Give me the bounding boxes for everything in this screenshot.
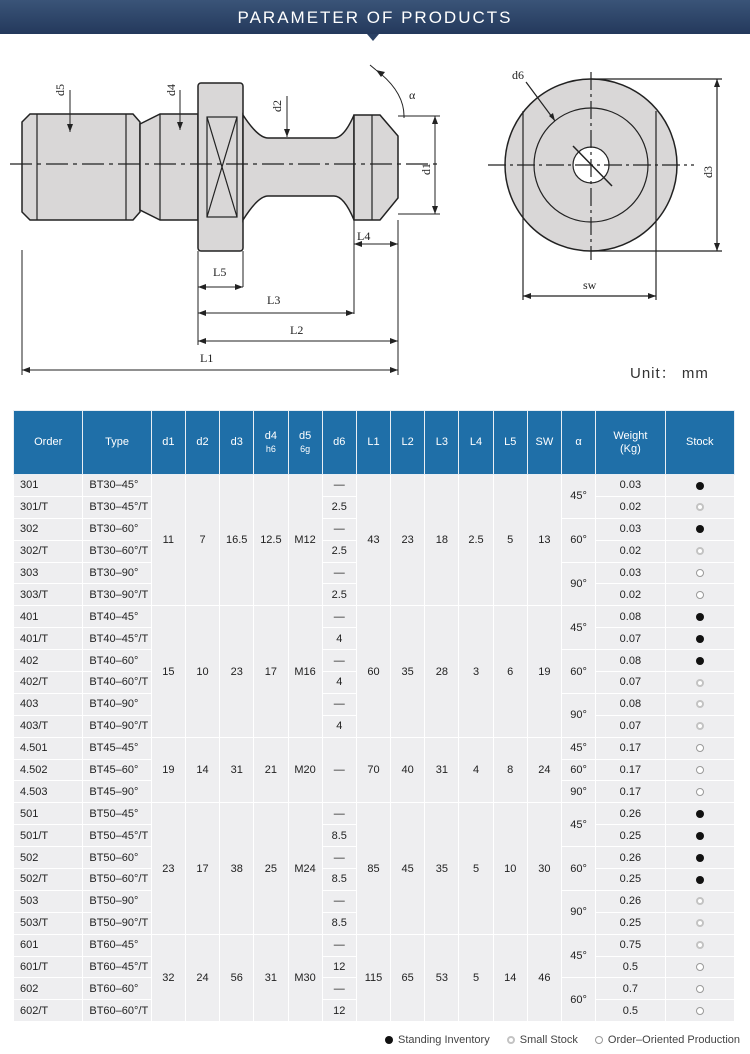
- cell-stock: [665, 759, 734, 781]
- cell-type: BT50–60°/T: [83, 869, 151, 891]
- label-alpha: α: [409, 88, 416, 102]
- cell-SW: 30: [527, 803, 561, 934]
- label-d2: d2: [270, 100, 284, 112]
- cell-type: BT30–90°/T: [83, 584, 151, 606]
- cell-order: 403/T: [14, 715, 83, 737]
- cell-weight: 0.5: [596, 1000, 665, 1022]
- legend-order: [595, 1034, 740, 1046]
- cell-d4: 25: [254, 803, 288, 934]
- cell-L2: 23: [391, 475, 425, 606]
- cell-type: BT30–60°: [83, 518, 151, 540]
- header-d5-tolerance: 6g: [300, 443, 311, 454]
- cell-weight: 0.5: [596, 956, 665, 978]
- label-sw: sw: [583, 278, 597, 292]
- cell-order: 602/T: [14, 1000, 83, 1022]
- cell-L4: 4: [459, 737, 493, 803]
- cell-alpha: 90°: [562, 890, 596, 934]
- cell-d4: 31: [254, 934, 288, 1022]
- header-d6: d6: [322, 411, 356, 475]
- cell-order: 403: [14, 693, 83, 715]
- header-d2: d2: [185, 411, 219, 475]
- legend-order-label: Order–Oriented Production: [607, 1034, 740, 1046]
- cell-d6: —: [322, 847, 356, 869]
- cell-d6: —: [322, 890, 356, 912]
- cell-order: 602: [14, 978, 83, 1000]
- cell-L2: 45: [391, 803, 425, 934]
- cell-L3: 31: [425, 737, 459, 803]
- small-dot-icon: [696, 897, 704, 905]
- cell-d2: 17: [185, 803, 219, 934]
- cell-weight: 0.03: [596, 475, 665, 497]
- label-d5: d5: [53, 84, 67, 96]
- header-stock: Stock: [665, 411, 734, 475]
- cell-order: 501: [14, 803, 83, 825]
- standing-dot-icon: [696, 482, 704, 490]
- header-L1: L1: [356, 411, 390, 475]
- cell-d6: 4: [322, 672, 356, 694]
- cell-type: BT30–90°: [83, 562, 151, 584]
- cell-d1: 32: [151, 934, 185, 1022]
- unit-label: Unit： mm: [630, 365, 709, 382]
- header-L2: L2: [391, 411, 425, 475]
- standing-dot-icon: [696, 635, 704, 643]
- cell-L5: 6: [493, 606, 527, 737]
- small-dot-icon: [696, 700, 704, 708]
- label-L4: L4: [357, 229, 371, 243]
- cell-d6: —: [322, 606, 356, 628]
- cell-L1: 70: [356, 737, 390, 803]
- small-dot-icon: [696, 941, 704, 949]
- cell-d6: 2.5: [322, 496, 356, 518]
- cell-d6: —: [322, 803, 356, 825]
- neck: [140, 114, 198, 220]
- legend: [0, 1034, 740, 1046]
- header-SW: SW: [527, 411, 561, 475]
- standing-dot-icon: [696, 832, 704, 840]
- cell-d1: 19: [151, 737, 185, 803]
- technical-drawing: [0, 40, 750, 390]
- small-dot-icon: [696, 919, 704, 927]
- header-d5-label: d5: [298, 429, 312, 442]
- cell-d6: 2.5: [322, 584, 356, 606]
- label-L3: L3: [267, 293, 281, 307]
- threaded-end: [22, 114, 140, 220]
- cell-SW: 24: [527, 737, 561, 803]
- cell-weight: 0.26: [596, 847, 665, 869]
- cell-stock: [665, 934, 734, 956]
- header-d4: [254, 411, 288, 475]
- cell-L4: 3: [459, 606, 493, 737]
- order-dot-icon: [696, 963, 704, 971]
- cell-d2: 7: [185, 475, 219, 606]
- cell-stock: [665, 475, 734, 497]
- cell-alpha: 45°: [562, 737, 596, 759]
- cell-d4: 17: [254, 606, 288, 737]
- cell-type: BT45–45°: [83, 737, 151, 759]
- cell-d6: 12: [322, 1000, 356, 1022]
- cell-L5: 10: [493, 803, 527, 934]
- header-weight: [596, 411, 665, 475]
- cell-d2: 14: [185, 737, 219, 803]
- cell-type: BT40–45°/T: [83, 628, 151, 650]
- cell-weight: 0.17: [596, 759, 665, 781]
- cell-stock: [665, 956, 734, 978]
- header-d3: d3: [220, 411, 254, 475]
- banner: [0, 0, 750, 34]
- cell-weight: 0.25: [596, 869, 665, 891]
- cell-order: 501/T: [14, 825, 83, 847]
- small-dot-icon: [696, 547, 704, 555]
- cell-weight: 0.08: [596, 650, 665, 672]
- order-dot-icon: [696, 766, 704, 774]
- cell-d6: —: [322, 518, 356, 540]
- cell-d3: 31: [220, 737, 254, 803]
- order-dot-icon: [696, 788, 704, 796]
- cell-weight: 0.02: [596, 496, 665, 518]
- cell-weight: 0.02: [596, 540, 665, 562]
- cell-stock: [665, 978, 734, 1000]
- cell-order: 303: [14, 562, 83, 584]
- header-L3: L3: [425, 411, 459, 475]
- cell-stock: [665, 562, 734, 584]
- cell-stock: [665, 693, 734, 715]
- cell-type: BT40–90°/T: [83, 715, 151, 737]
- cell-alpha: 60°: [562, 978, 596, 1022]
- cell-d2: 24: [185, 934, 219, 1022]
- table-row: [14, 803, 735, 825]
- cell-weight: 0.02: [596, 584, 665, 606]
- cell-alpha: 45°: [562, 606, 596, 650]
- cell-order: 503/T: [14, 912, 83, 934]
- cell-type: BT45–90°: [83, 781, 151, 803]
- table-row: [14, 606, 735, 628]
- cell-type: BT60–45°: [83, 934, 151, 956]
- cell-weight: 0.03: [596, 518, 665, 540]
- cell-type: BT45–60°: [83, 759, 151, 781]
- cell-order: 503: [14, 890, 83, 912]
- cell-d6: 8.5: [322, 912, 356, 934]
- cell-stock: [665, 715, 734, 737]
- cell-d5: M24: [288, 803, 322, 934]
- cell-type: BT50–90°: [83, 890, 151, 912]
- cell-L5: 8: [493, 737, 527, 803]
- cell-d6: —: [322, 978, 356, 1000]
- cell-alpha: 45°: [562, 803, 596, 847]
- cell-d1: 11: [151, 475, 185, 606]
- cell-order: 4.502: [14, 759, 83, 781]
- header-weight-unit: (Kg): [619, 442, 641, 455]
- header-weight-label: Weight: [613, 429, 648, 442]
- cell-stock: [665, 518, 734, 540]
- label-L2: L2: [290, 323, 304, 337]
- cell-d6: —: [322, 693, 356, 715]
- cell-d6: —: [322, 562, 356, 584]
- cell-stock: [665, 628, 734, 650]
- cell-L3: 53: [425, 934, 459, 1022]
- cell-weight: 0.25: [596, 825, 665, 847]
- cell-weight: 0.07: [596, 715, 665, 737]
- cell-d4: 21: [254, 737, 288, 803]
- cell-L2: 35: [391, 606, 425, 737]
- cell-stock: [665, 1000, 734, 1022]
- cell-L1: 60: [356, 606, 390, 737]
- cell-type: BT50–90°/T: [83, 912, 151, 934]
- cell-weight: 0.17: [596, 737, 665, 759]
- cell-order: 301: [14, 475, 83, 497]
- cell-stock: [665, 672, 734, 694]
- cell-alpha: 90°: [562, 562, 596, 606]
- order-dot-icon: [696, 1007, 704, 1015]
- header-L5: L5: [493, 411, 527, 475]
- header-type: Type: [83, 411, 151, 475]
- label-L5: L5: [213, 265, 227, 279]
- small-dot-icon: [696, 503, 704, 511]
- standing-dot-icon: [696, 657, 704, 665]
- cell-stock: [665, 650, 734, 672]
- cell-L2: 40: [391, 737, 425, 803]
- standing-dot-icon: [385, 1036, 393, 1044]
- cell-order: 601: [14, 934, 83, 956]
- cell-type: BT40–60°/T: [83, 672, 151, 694]
- cell-type: BT40–90°: [83, 693, 151, 715]
- cell-type: BT30–45°: [83, 475, 151, 497]
- cell-order: 402/T: [14, 672, 83, 694]
- cell-alpha: 45°: [562, 475, 596, 519]
- cell-weight: 0.7: [596, 978, 665, 1000]
- standing-dot-icon: [696, 525, 704, 533]
- table-row: [14, 475, 735, 497]
- cell-d3: 38: [220, 803, 254, 934]
- cell-SW: 46: [527, 934, 561, 1022]
- cell-type: BT40–45°: [83, 606, 151, 628]
- cell-order: 601/T: [14, 956, 83, 978]
- cell-L4: 5: [459, 934, 493, 1022]
- cell-stock: [665, 912, 734, 934]
- cell-L2: 65: [391, 934, 425, 1022]
- cell-L1: 43: [356, 475, 390, 606]
- cell-d6: —: [322, 934, 356, 956]
- cell-SW: 13: [527, 475, 561, 606]
- cell-type: BT30–45°/T: [83, 496, 151, 518]
- cell-L4: 2.5: [459, 475, 493, 606]
- label-L1: L1: [200, 351, 214, 365]
- banner-title: PARAMETER OF PRODUCTS: [237, 8, 513, 27]
- cell-alpha: 45°: [562, 934, 596, 978]
- cell-type: BT50–45°/T: [83, 825, 151, 847]
- cell-order: 302/T: [14, 540, 83, 562]
- legend-standing: [385, 1034, 490, 1046]
- cell-d6: 2.5: [322, 540, 356, 562]
- cell-alpha: 90°: [562, 693, 596, 737]
- cell-stock: [665, 737, 734, 759]
- cell-L3: 18: [425, 475, 459, 606]
- cell-d5: M16: [288, 606, 322, 737]
- cell-d5: M30: [288, 934, 322, 1022]
- cell-weight: 0.75: [596, 934, 665, 956]
- head: [354, 115, 398, 220]
- cell-order: 4.501: [14, 737, 83, 759]
- cell-stock: [665, 540, 734, 562]
- cell-d6: 4: [322, 715, 356, 737]
- standing-dot-icon: [696, 613, 704, 621]
- small-dot-icon: [696, 722, 704, 730]
- order-dot-icon: [696, 569, 704, 577]
- cell-stock: [665, 869, 734, 891]
- cell-weight: 0.07: [596, 672, 665, 694]
- flange: [198, 83, 243, 251]
- shank: [243, 115, 354, 220]
- label-d1: d1: [419, 163, 433, 175]
- cell-alpha: 60°: [562, 847, 596, 891]
- cell-order: 401/T: [14, 628, 83, 650]
- order-dot-icon: [696, 985, 704, 993]
- standing-dot-icon: [696, 810, 704, 818]
- header-alpha: α: [562, 411, 596, 475]
- order-dot-icon: [696, 591, 704, 599]
- table-row: [14, 737, 735, 759]
- cell-order: 303/T: [14, 584, 83, 606]
- cell-L5: 5: [493, 475, 527, 606]
- cell-stock: [665, 606, 734, 628]
- legend-small: [507, 1034, 578, 1046]
- cell-order: 301/T: [14, 496, 83, 518]
- cell-weight: 0.26: [596, 890, 665, 912]
- cell-stock: [665, 847, 734, 869]
- cell-d5: M20: [288, 737, 322, 803]
- header-d4-label: d4: [264, 429, 278, 442]
- header-d1: d1: [151, 411, 185, 475]
- cell-d4: 12.5: [254, 475, 288, 606]
- cell-d6: 8.5: [322, 825, 356, 847]
- cell-d5: M12: [288, 475, 322, 606]
- cell-d6: 12: [322, 956, 356, 978]
- cell-order: 502: [14, 847, 83, 869]
- cell-d6: 8.5: [322, 869, 356, 891]
- cell-weight: 0.08: [596, 693, 665, 715]
- cell-type: BT30–60°/T: [83, 540, 151, 562]
- cell-d6: —: [322, 737, 356, 803]
- cell-weight: 0.07: [596, 628, 665, 650]
- cell-type: BT60–60°: [83, 978, 151, 1000]
- cell-alpha: 60°: [562, 518, 596, 562]
- cell-stock: [665, 803, 734, 825]
- cell-type: BT40–60°: [83, 650, 151, 672]
- cell-stock: [665, 584, 734, 606]
- cell-stock: [665, 496, 734, 518]
- label-d6: d6: [512, 68, 524, 82]
- cell-order: 402: [14, 650, 83, 672]
- header-L4: L4: [459, 411, 493, 475]
- cell-L3: 28: [425, 606, 459, 737]
- small-dot-icon: [507, 1036, 515, 1044]
- table-row: [14, 934, 735, 956]
- cell-alpha: 60°: [562, 650, 596, 694]
- header-d4-tolerance: h6: [265, 443, 276, 454]
- cell-d6: 4: [322, 628, 356, 650]
- cell-d6: —: [322, 475, 356, 497]
- cell-type: BT60–45°/T: [83, 956, 151, 978]
- cell-order: 4.503: [14, 781, 83, 803]
- table-body: [14, 475, 735, 1022]
- cell-d2: 10: [185, 606, 219, 737]
- cell-d1: 23: [151, 803, 185, 934]
- small-dot-icon: [696, 679, 704, 687]
- cell-d3: 56: [220, 934, 254, 1022]
- cell-weight: 0.08: [596, 606, 665, 628]
- cell-weight: 0.03: [596, 562, 665, 584]
- order-dot-icon: [696, 744, 704, 752]
- cell-L3: 35: [425, 803, 459, 934]
- cell-weight: 0.25: [596, 912, 665, 934]
- cell-L5: 14: [493, 934, 527, 1022]
- cell-type: BT60–60°/T: [83, 1000, 151, 1022]
- cell-type: BT50–60°: [83, 847, 151, 869]
- cell-d3: 23: [220, 606, 254, 737]
- cell-alpha: 60°: [562, 759, 596, 781]
- cell-stock: [665, 890, 734, 912]
- label-d4: d4: [164, 84, 178, 96]
- standing-dot-icon: [696, 854, 704, 862]
- cell-stock: [665, 825, 734, 847]
- parameter-table: [13, 410, 735, 1022]
- label-d3: d3: [701, 166, 715, 178]
- header-d5: [288, 411, 322, 475]
- cell-d1: 15: [151, 606, 185, 737]
- cell-weight: 0.17: [596, 781, 665, 803]
- cell-order: 302: [14, 518, 83, 540]
- cell-d3: 16.5: [220, 475, 254, 606]
- header-order: Order: [14, 411, 83, 475]
- cell-alpha: 90°: [562, 781, 596, 803]
- order-dot-icon: [595, 1036, 603, 1044]
- cell-SW: 19: [527, 606, 561, 737]
- cell-d6: —: [322, 650, 356, 672]
- cell-stock: [665, 781, 734, 803]
- cell-order: 502/T: [14, 869, 83, 891]
- cell-L1: 85: [356, 803, 390, 934]
- legend-small-label: Small Stock: [519, 1034, 578, 1046]
- standing-dot-icon: [696, 876, 704, 884]
- cell-weight: 0.26: [596, 803, 665, 825]
- legend-standing-label: Standing Inventory: [397, 1034, 490, 1046]
- table-header-row: [14, 411, 735, 475]
- cell-L1: 115: [356, 934, 390, 1022]
- cell-order: 401: [14, 606, 83, 628]
- cell-type: BT50–45°: [83, 803, 151, 825]
- cell-L4: 5: [459, 803, 493, 934]
